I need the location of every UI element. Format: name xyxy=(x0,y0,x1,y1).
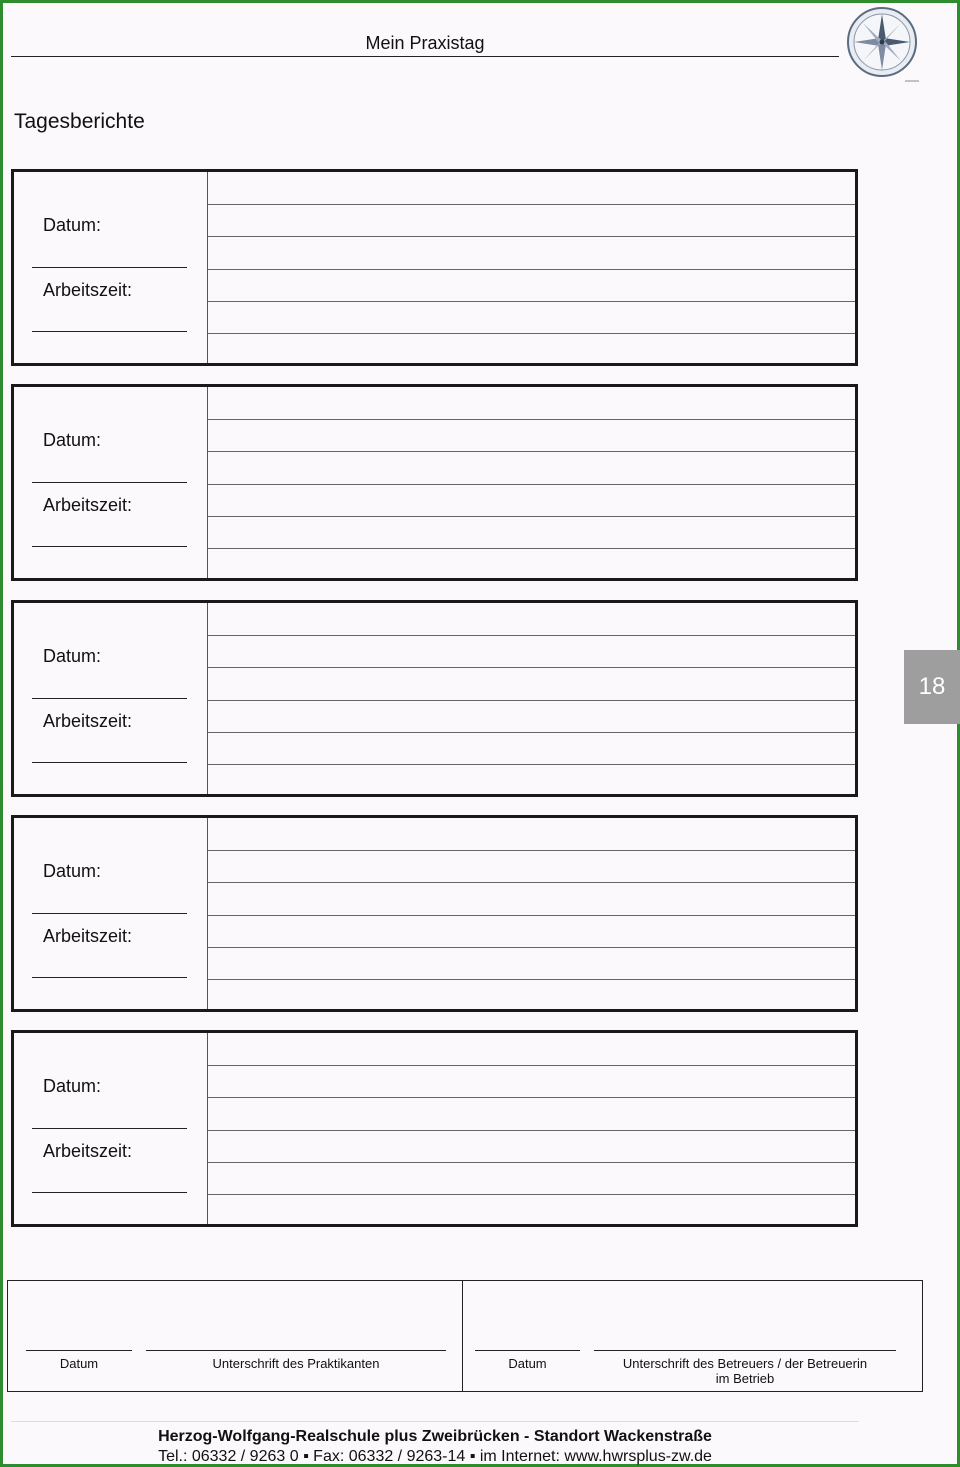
writing-line xyxy=(208,850,855,851)
left-date-signature-line[interactable] xyxy=(26,1350,132,1351)
writing-line xyxy=(208,667,855,668)
working-time-entry-line[interactable] xyxy=(32,977,187,978)
page-number-tab: 18 xyxy=(904,650,960,724)
writing-line xyxy=(208,635,855,636)
working-time-label: Arbeitszeit: xyxy=(43,926,133,946)
date-entry-line[interactable] xyxy=(32,1128,187,1129)
date-entry-line[interactable] xyxy=(32,698,187,699)
date-label: Datum: xyxy=(43,646,102,666)
writing-line xyxy=(208,700,855,701)
writing-line xyxy=(208,1065,855,1066)
working-time-label: Arbeitszeit: xyxy=(43,1141,133,1161)
working-time-label: Arbeitszeit: xyxy=(43,711,133,731)
report-text-area[interactable] xyxy=(208,387,855,578)
footer-divider xyxy=(11,1421,859,1422)
daily-report-block xyxy=(11,600,858,797)
writing-line xyxy=(208,979,855,980)
writing-line xyxy=(208,516,855,517)
supervisor-signature-label-line2: im Betrieb xyxy=(715,1371,775,1386)
date-label: Datum: xyxy=(43,1076,102,1096)
page-header-title: Mein Praxistag xyxy=(11,33,839,57)
date-entry-line[interactable] xyxy=(32,267,187,268)
writing-line xyxy=(208,1097,855,1098)
working-time-entry-line[interactable] xyxy=(32,1192,187,1193)
report-meta-column xyxy=(14,818,208,1009)
daily-report-block xyxy=(11,384,858,581)
signature-divider xyxy=(462,1281,463,1391)
report-meta-column xyxy=(14,1033,208,1224)
supervisor-signature-line[interactable] xyxy=(594,1350,896,1351)
date-label: Datum: xyxy=(43,215,102,235)
writing-line xyxy=(208,451,855,452)
writing-line xyxy=(208,236,855,237)
working-time-entry-line[interactable] xyxy=(32,762,187,763)
right-date-label: Datum xyxy=(508,1356,547,1371)
writing-line xyxy=(208,333,855,334)
report-text-area[interactable] xyxy=(208,1033,855,1224)
daily-report-block xyxy=(11,169,858,366)
supervisor-signature-label xyxy=(594,1356,896,1386)
daily-report-block xyxy=(11,1030,858,1227)
footer-school-name: Herzog-Wolfgang-Realschule plus Zweibrücken - Standort Wackenstraße xyxy=(158,1428,712,1445)
writing-line xyxy=(208,764,855,765)
page-heading: Tagesberichte xyxy=(14,110,145,133)
writing-line xyxy=(208,947,855,948)
working-time-entry-line[interactable] xyxy=(32,331,187,332)
writing-line xyxy=(208,915,855,916)
date-label: Datum: xyxy=(43,430,102,450)
intern-signature-line[interactable] xyxy=(146,1350,446,1351)
writing-line xyxy=(208,1194,855,1195)
report-meta-column xyxy=(14,172,208,363)
writing-line xyxy=(208,732,855,733)
report-text-area[interactable] xyxy=(208,818,855,1009)
writing-line xyxy=(208,269,855,270)
writing-line xyxy=(208,1162,855,1163)
writing-line xyxy=(208,882,855,883)
date-entry-line[interactable] xyxy=(32,482,187,483)
writing-line xyxy=(208,419,855,420)
writing-line xyxy=(208,548,855,549)
daily-report-block xyxy=(11,815,858,1012)
right-date-signature-line[interactable] xyxy=(475,1350,580,1351)
working-time-label: Arbeitszeit: xyxy=(43,495,133,515)
report-text-area[interactable] xyxy=(208,172,855,363)
report-meta-column xyxy=(14,603,208,794)
writing-line xyxy=(208,1130,855,1131)
working-time-entry-line[interactable] xyxy=(32,546,187,547)
report-text-area[interactable] xyxy=(208,603,855,794)
footer-contact-info: Tel.: 06332 / 9263 0 ▪ Fax: 06332 / 9263-14 ▪ im Internet: www.hwrsplus-zw.de xyxy=(158,1448,712,1465)
writing-line xyxy=(208,204,855,205)
report-meta-column xyxy=(14,387,208,578)
date-entry-line[interactable] xyxy=(32,913,187,914)
supervisor-signature-label-line1: Unterschrift des Betreuers / der Betreuerin xyxy=(622,1356,868,1371)
intern-signature-label: Unterschrift des Praktikanten xyxy=(212,1356,380,1371)
left-date-label: Datum xyxy=(59,1356,99,1371)
working-time-label: Arbeitszeit: xyxy=(43,280,133,300)
writing-line xyxy=(208,301,855,302)
writing-line xyxy=(208,484,855,485)
compass-icon xyxy=(843,5,921,83)
signature-box xyxy=(7,1280,923,1392)
date-label: Datum: xyxy=(43,861,102,881)
